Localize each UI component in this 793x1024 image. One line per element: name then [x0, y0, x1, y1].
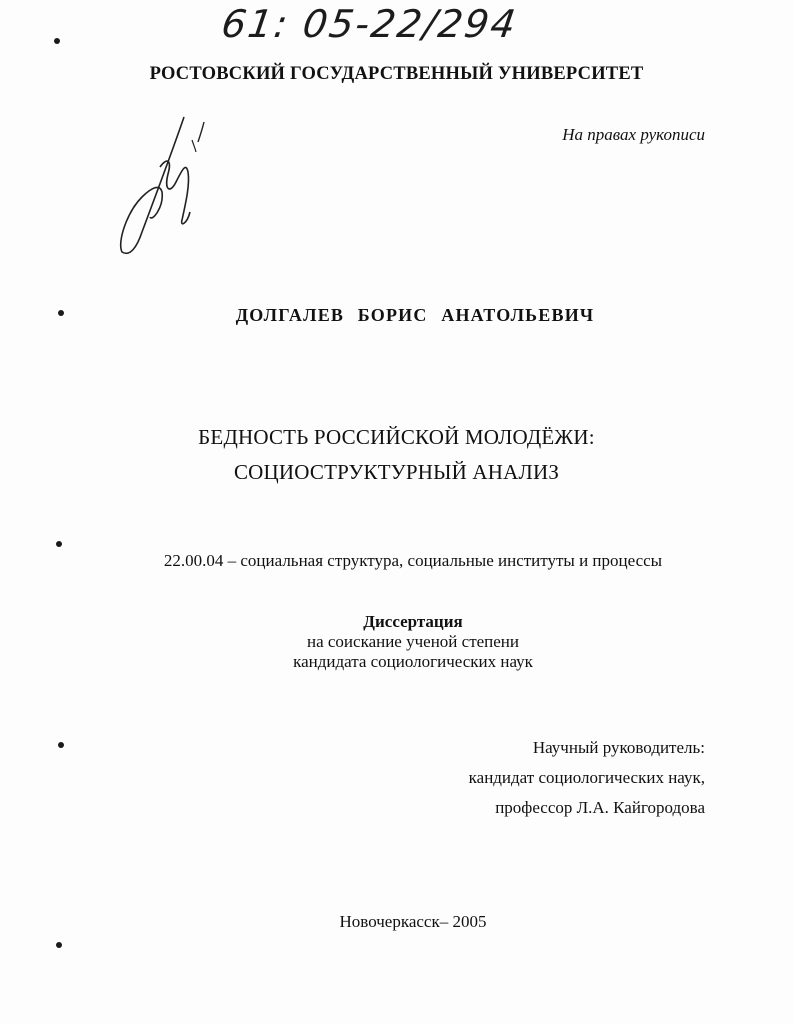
author-name: ДОЛГАЛЕВ БОРИС АНАТОЛЬЕВИЧ: [235, 305, 595, 325]
margin-dot: [56, 541, 62, 547]
signature-icon: [112, 112, 222, 262]
margin-dot: [58, 310, 64, 316]
advisor-block: [469, 733, 705, 823]
dissertation-label: Диссертация: [363, 612, 463, 631]
archive-code-handwritten: 61: 05-22/294: [218, 2, 521, 46]
dissertation-field-line: кандидата социологических наук: [293, 652, 533, 671]
title-line-1: БЕДНОСТЬ РОССИЙСКОЙ МОЛОДЁЖИ:: [198, 425, 595, 449]
title-line-2: СОЦИОСТРУКТУРНЫЙ АНАЛИЗ: [233, 460, 560, 484]
rights-note: На правах рукописи: [562, 125, 705, 144]
dissertation-block: [0, 612, 793, 672]
specialty-code: 22.00.04 – социальная структура, социальные институты и процессы: [163, 551, 663, 570]
place-year: Новочеркасск– 2005: [339, 912, 487, 931]
margin-dot: [58, 742, 64, 748]
university-name: РОСТОВСКИЙ ГОСУДАРСТВЕННЫЙ УНИВЕРСИТЕТ: [149, 64, 644, 84]
advisor-name: профессор Л.А. Кайгородова: [495, 798, 705, 817]
dissertation-degree-line: на соискание ученой степени: [306, 632, 520, 651]
dissertation-title: [0, 420, 793, 490]
margin-dot: [54, 38, 60, 44]
margin-dot: [56, 942, 62, 948]
advisor-heading: Научный руководитель:: [532, 738, 705, 757]
advisor-degree: кандидат социологических наук,: [468, 768, 705, 787]
